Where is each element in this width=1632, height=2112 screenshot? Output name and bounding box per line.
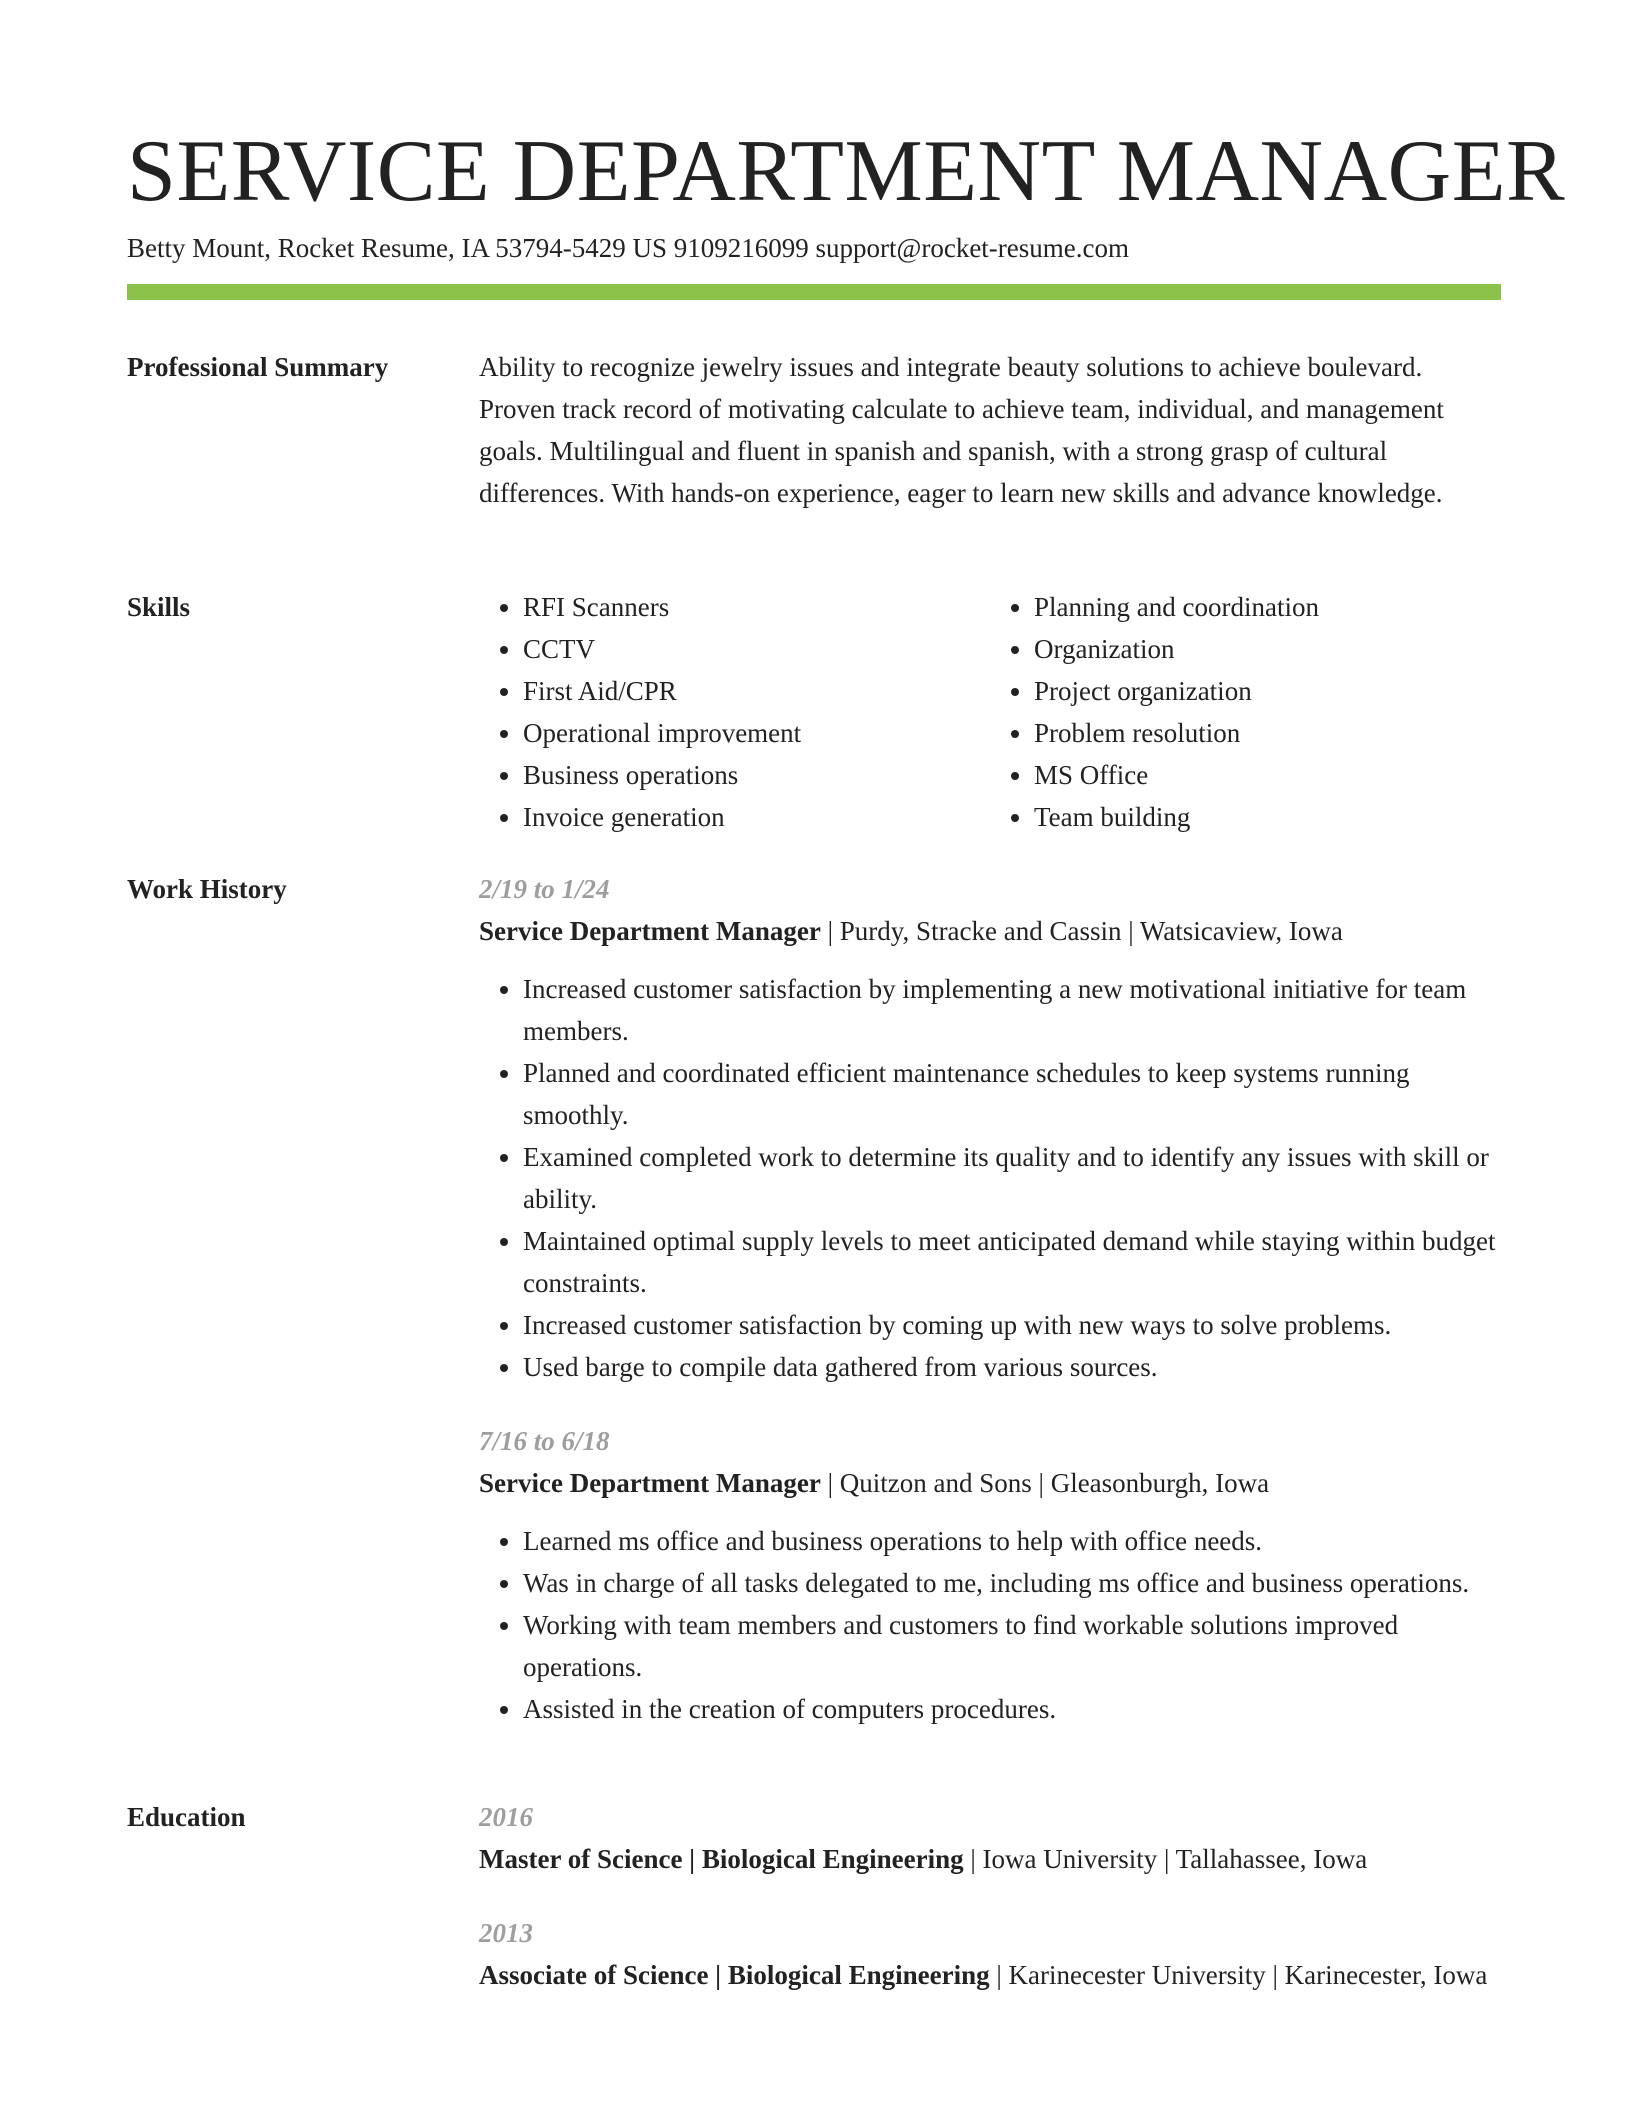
job-entry — [479, 868, 1501, 1388]
education-entry — [479, 1796, 1501, 1880]
job-bullets — [479, 968, 1501, 1388]
job-title: Service Department Manager — [479, 916, 821, 946]
education-heading-line — [479, 1954, 1501, 1996]
skills-list-left — [479, 586, 990, 838]
work-history-heading: Work History — [127, 874, 287, 904]
skill-item: • Invoice generation — [523, 796, 990, 838]
education-year: 2013 — [479, 1918, 533, 1948]
job-entry — [479, 1420, 1501, 1730]
summary-text: Ability to recognize jewelry issues and integrate beauty solutions to achieve boulevard. Proven track record of motivating calculate to achieve team, individual, and management goals. Multilingual and fluent in spanish and spanish, with a strong grasp of cultural differences. With hands-on experience, eager to learn new skills and advance knowledge. — [479, 352, 1444, 508]
job-bullets — [479, 1520, 1501, 1730]
degree-name: Associate of Science | Biological Engineering — [479, 1960, 990, 1990]
skill-item: • CCTV — [523, 628, 990, 670]
skills-list-right — [990, 586, 1501, 838]
job-heading — [479, 1462, 1501, 1504]
job-bullet: • Working with team members and customers to find workable solutions improved operations. — [523, 1604, 1501, 1688]
skills-section — [127, 586, 1501, 838]
job-heading — [479, 910, 1501, 952]
job-bullet: • Examined completed work to determine its quality and to identify any issues with skill or ability. — [523, 1136, 1501, 1220]
school-details: | Iowa University | Tallahassee, Iowa — [963, 1844, 1368, 1874]
work-history-section — [127, 868, 1501, 1730]
skill-item: • RFI Scanners — [523, 586, 990, 628]
contact-line: Betty Mount, Rocket Resume, IA 53794-5429 US 9109216099 support@rocket-resume.com — [127, 233, 1129, 263]
job-bullet: • Increased customer satisfaction by coming up with new ways to solve problems. — [523, 1304, 1501, 1346]
skill-item: • MS Office — [1034, 754, 1501, 796]
education-heading-line — [479, 1838, 1501, 1880]
job-bullet: • Learned ms office and business operations to help with office needs. — [523, 1520, 1501, 1562]
resume-title: SERVICE DEPARTMENT MANAGER — [127, 123, 1566, 220]
education-section — [127, 1796, 1501, 1996]
job-details: | Purdy, Stracke and Cassin | Watsicaview, Iowa — [820, 916, 1343, 946]
job-bullet: • Increased customer satisfaction by implementing a new motivational initiative for team members. — [523, 968, 1501, 1052]
education-entry — [479, 1912, 1501, 1996]
skill-item: • First Aid/CPR — [523, 670, 990, 712]
header-divider — [127, 284, 1501, 300]
skill-item: • Project organization — [1034, 670, 1501, 712]
skill-item: • Team building — [1034, 796, 1501, 838]
job-bullet: • Maintained optimal supply levels to meet anticipated demand while staying within budget constraints. — [523, 1220, 1501, 1304]
skill-item: • Problem resolution — [1034, 712, 1501, 754]
degree-name: Master of Science | Biological Engineering — [479, 1844, 964, 1874]
skill-item: • Business operations — [523, 754, 990, 796]
job-bullet: • Assisted in the creation of computers procedures. — [523, 1688, 1501, 1730]
job-dates: 7/16 to 6/18 — [479, 1426, 610, 1456]
skill-item: • Organization — [1034, 628, 1501, 670]
school-details: | Karinecester University | Karinecester, Iowa — [989, 1960, 1488, 1990]
job-bullet: • Planned and coordinated efficient maintenance schedules to keep systems running smoothly. — [523, 1052, 1501, 1136]
job-bullet: • Was in charge of all tasks delegated to me, including ms office and business operations. — [523, 1562, 1501, 1604]
skills-heading: Skills — [127, 592, 191, 622]
summary-heading: Professional Summary — [127, 352, 389, 382]
education-year: 2016 — [479, 1802, 533, 1832]
job-details: | Quitzon and Sons | Gleasonburgh, Iowa — [820, 1468, 1270, 1498]
job-title: Service Department Manager — [479, 1468, 821, 1498]
skill-item: • Operational improvement — [523, 712, 990, 754]
skill-item: • Planning and coordination — [1034, 586, 1501, 628]
job-bullet: • Used barge to compile data gathered from various sources. — [523, 1346, 1501, 1388]
summary-section — [127, 346, 1501, 514]
job-dates: 2/19 to 1/24 — [479, 874, 610, 904]
education-heading: Education — [127, 1802, 246, 1832]
